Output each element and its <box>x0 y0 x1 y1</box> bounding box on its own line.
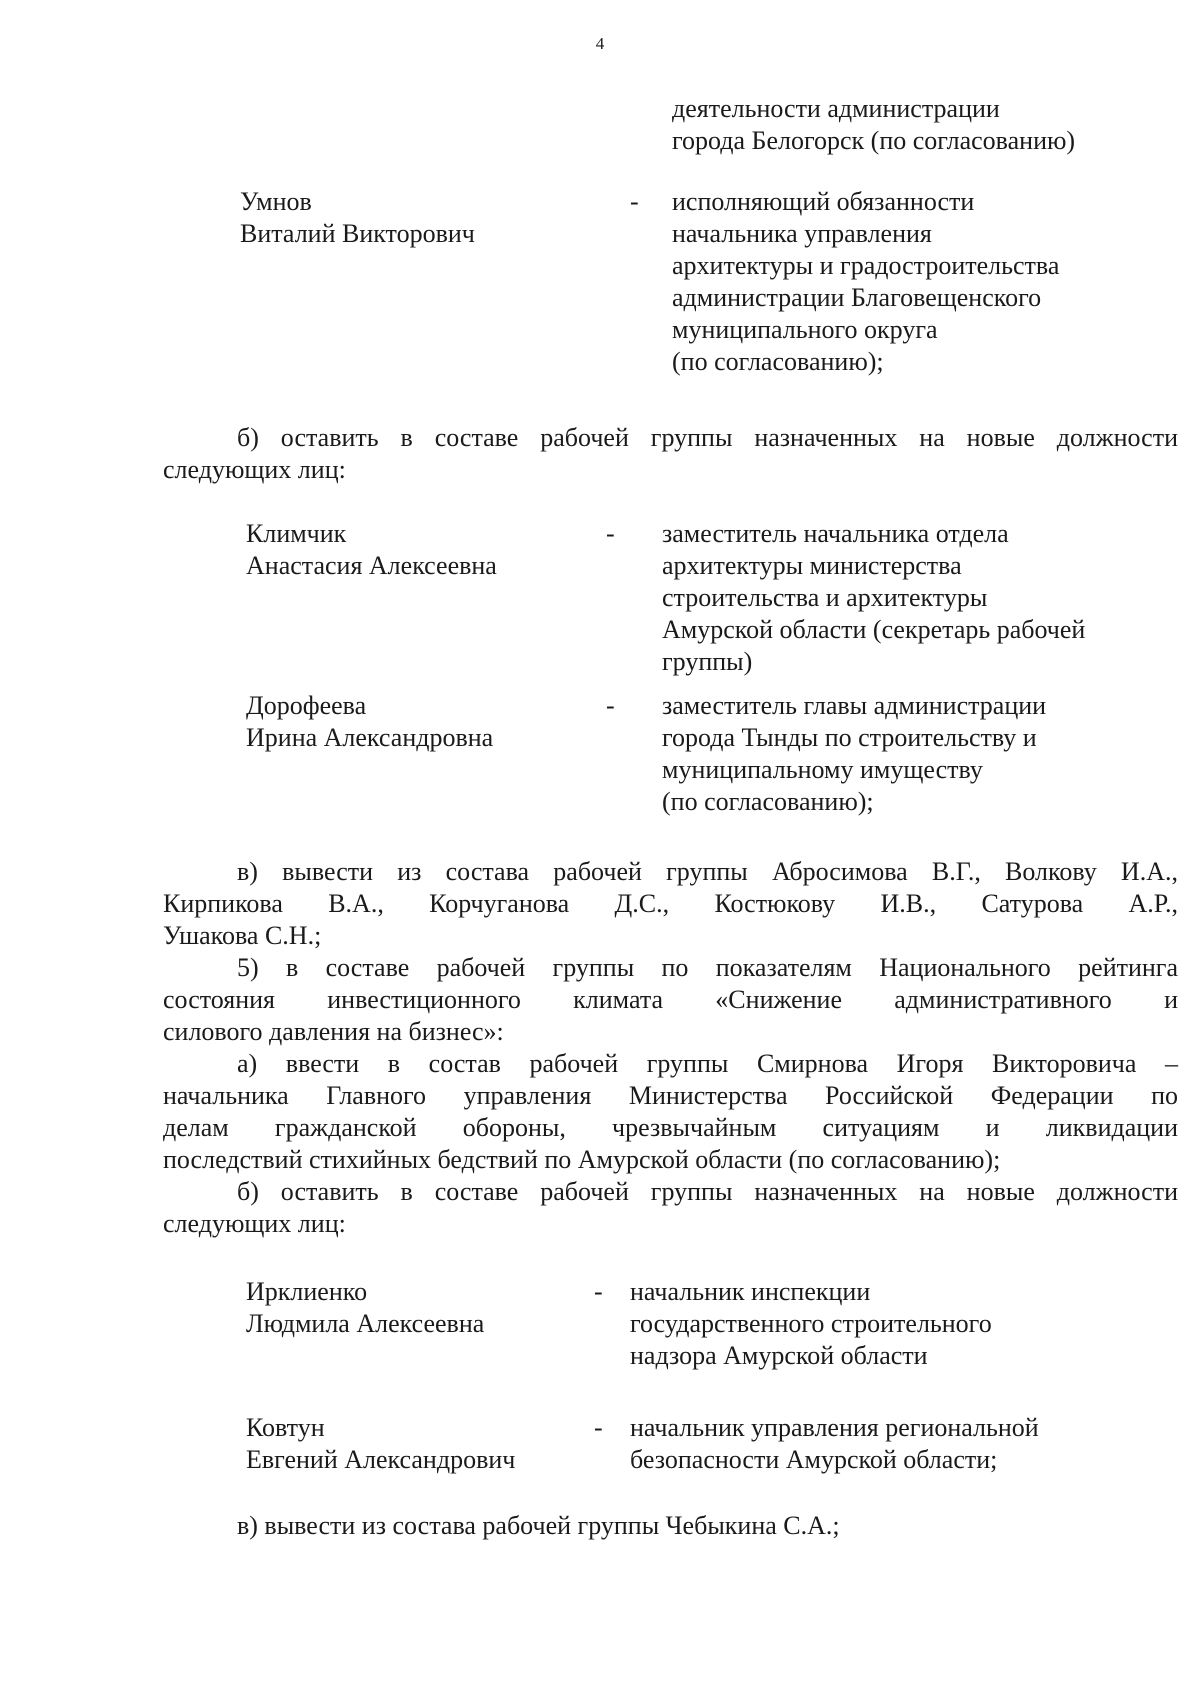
member-name: Ирклиенко Людмила Алексеевна <box>246 1277 485 1338</box>
paragraph-v-first: в) вывести из состава рабочей группы Абросимова В.Г., Волкову И.А., Кирпикова В.А., Корчуганова Д.С., Костюкову И.В., Сатурова А.Р., Ушакова С.Н.; <box>163 857 1178 950</box>
member-description: заместитель начальника отдела архитектуры министерства строительства и архитектуры Амурской области (секретарь рабочей группы) <box>662 519 1086 676</box>
member-description: начальник управления региональной безопасности Амурской области; <box>630 1413 1039 1474</box>
paragraph-b-first: б) оставить в составе рабочей группы назначенных на новые должности следующих лиц: <box>163 423 1178 484</box>
desc-line: деятельности администрации <box>672 94 1000 123</box>
member-description: исполняющий обязанности начальника управления архитектуры и градостроительства администрации Благовещенского муниципального округа (по согласованию); <box>672 187 1060 376</box>
member-name: Умнов Виталий Викторович <box>240 187 475 248</box>
paragraph-b-second: б) оставить в составе рабочей группы назначенных на новые должности следующих лиц: <box>163 1177 1178 1238</box>
paragraph-v-second: в) вывести из состава рабочей группы Чебыкина С.А.; <box>237 1511 840 1540</box>
member-description: заместитель главы администрации города Тынды по строительству и муниципальному имуществу (по согласованию); <box>662 691 1047 816</box>
paragraph-a: а) ввести в состав рабочей группы Смирнова Игоря Викторовича – начальника Главного управления Министерства Российской Федерации по делам гражданской обороны, чрезвычайным ситуациям и ликвидации последствий стихийных бедствий по Амурской области (по согласованию); <box>163 1049 1178 1174</box>
page-number: 4 <box>595 34 605 53</box>
member-description: начальник инспекции государственного строительного надзора Амурской области <box>630 1277 992 1370</box>
dash-separator: - <box>606 519 615 548</box>
member-name: Ковтун Евгений Александрович <box>246 1413 516 1474</box>
dash-separator: - <box>594 1277 603 1306</box>
dash-separator: - <box>594 1413 603 1442</box>
dash-separator: - <box>606 691 615 720</box>
member-name: Климчик Анастасия Алексеевна <box>246 519 497 580</box>
dash-separator: - <box>630 187 639 216</box>
member-name: Дорофеева Ирина Александровна <box>246 691 494 752</box>
desc-line: города Белогорск (по согласованию) <box>672 126 1076 155</box>
paragraph-5: 5) в составе рабочей группы по показателям Национального рейтинга состояния инвестиционного климата «Снижение административного и силового давления на бизнес»: <box>163 953 1178 1046</box>
